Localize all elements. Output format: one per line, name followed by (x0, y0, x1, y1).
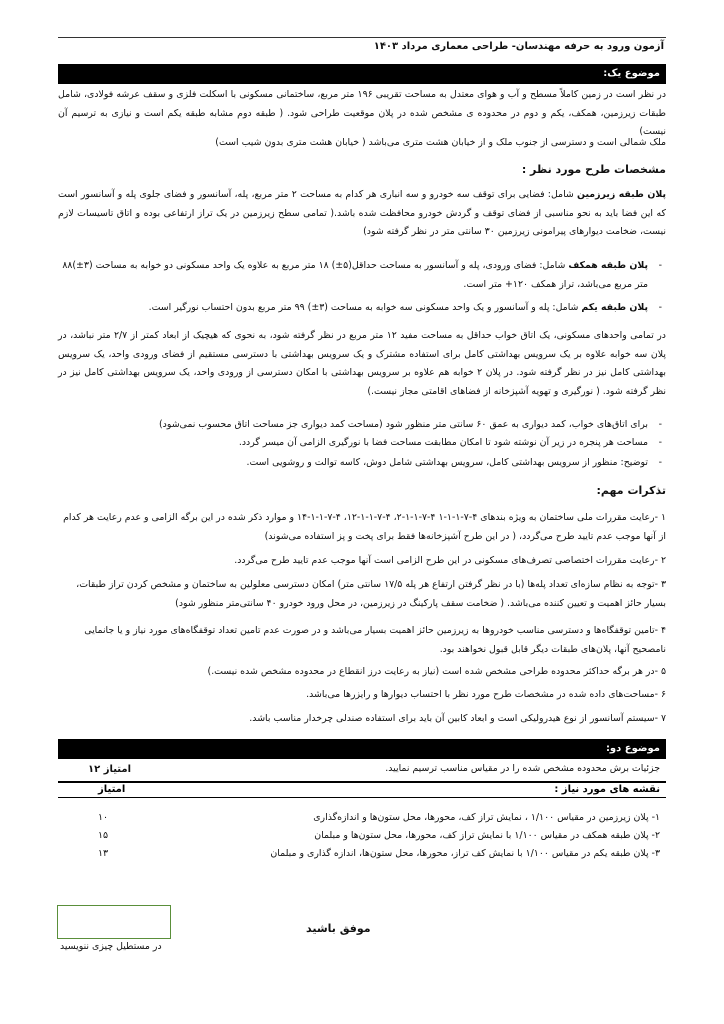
topic1-bar: موضوع یک: (58, 64, 666, 84)
map-score: ۱۰ (98, 812, 109, 823)
reminder-item: ۴ -تامین توقفگاه‌ها و دسترسی مناسب خودروها به زیرزمین حائز اهمیت بسیار می‌باشد و در صورت عدم تامین تعداد توقفگاه‌های مورد نیاز و یا جانمایی نامصحیح آنها، پلان‌های طبقات دیگر قابل قبول نخواهند بود. (84, 625, 666, 655)
ground-label: پلان طبقه همکف (568, 260, 648, 271)
exam-title: آزمون ورود به حرفه مهندسان- طراحی معماری مرداد ۱۴۰۳ (373, 41, 664, 52)
ground-spec (58, 257, 666, 294)
units-text: در تمامی واحدهای مسکونی، یک اتاق خواب حداقل به مساحت مفید ۱۲ متر مربع در نظر گرفته شود، به نحوی که هیچیک از ابعاد کمتر از ۲/۷ متر نباشد، در پلان سه خوابه علاوه بر یک سرویس بهداشتی کامل برای استفاده مشترک و یک سرویس بهداشتی با دسترسی مستقیم از فضای ورودی واحد، یک سرویس بهداشتی کامل نیز در نظر گرفته شود. در پلان ۲ خوابه هم علاوه بر سرویس بهداشتی با امکان دسترسی از ورودی واحد، یک سرویس بهداشتی کامل نیز در نظر گرفته شود. ( نورگیری و تهویه آشپزخانه از فضاهای اقامتی مجاز نیست.) (58, 330, 666, 397)
note-item: - مساحت هر پنجره در زیر آن نوشته شود تا امکان مطابقت مساحت فضا با نورگیری الزامی آن میسر گردد. (58, 434, 666, 453)
reminders-title: تذکرات مهم: (596, 484, 666, 497)
map-label: ۳- پلان طبقه یکم در مقیاس ۱/۱۰۰ با نمایش کف تراز، محورها، محل ستون‌ها، اندازه گذاری و مبلمان (270, 848, 660, 859)
box-note: در مستطیل چیزی ننویسید (60, 941, 162, 952)
map-row (58, 828, 666, 844)
map-label: ۱- پلان زیرزمین در مقیاس ۱/۱۰۰ ، نمایش تراز کف، محورها، محل ستون‌ها و اندازه‌گذاری (313, 812, 660, 823)
map-row (58, 810, 666, 826)
basement-spec (58, 186, 666, 242)
good-luck: موفق باشید (306, 922, 371, 935)
top-rule (58, 37, 666, 38)
map-score: ۱۵ (98, 830, 109, 841)
reminder-item: ۲ -رعایت مقررات اختصاصی تصرف‌های مسکونی در این طرح الزامی است آنها موجب عدم تایید طرح می‌گردد. (234, 555, 666, 566)
first-label: پلان طبقه یکم (581, 302, 648, 313)
do-not-write-box (57, 905, 171, 939)
topic1-intro: در نظر است در زمین کاملاً مسطح و آب و هوای معتدل به مساحت تقریبی ۱۹۶ متر مربع، ساختمانی مسکونی با اسکلت فلزی و سقف عرشه فولادی، شامل طبقات زیرزمین، همکف، یکم و دوم در محدوده ی مشخص شده در پلان موقعیت طراحی شود. ( طبقه دوم مشابه طبقه یکم است و نیازی به ترسیم آن نیست) (58, 89, 667, 137)
map-label: ۲- پلان طبقه همکف در مقیاس ۱/۱۰۰ با نمایش تراز کف، محورها، محل ستون‌ها و مبلمان (314, 830, 660, 841)
maps-header (58, 781, 666, 798)
topic2-score: ۱۲ امتیاز (88, 764, 131, 775)
score-header: امتیاز (98, 784, 126, 795)
note-item: - توضیح: منظور از سرویس بهداشتی کامل، سرویس بهداشتی شامل دوش، کاسه توالت و روشویی است. (58, 454, 666, 473)
topic1-access: ملک شمالی است و دسترسی از جنوب ملک و از خیابان هشت متری می‌باشد ( خیابان هشت متری بدون شیب است) (215, 137, 666, 148)
note-item: - برای اتاق‌های خواب، کمد دیواری به عمق ۶۰ سانتی متر منظور شود (مساحت کمد دیواری جز مساحت اتاق محسوب نمی‌شود) (58, 416, 666, 435)
spec-title: مشخصات طرح مورد نظر : (521, 163, 666, 176)
basement-text: شامل: فضایی برای توقف سه خودرو و سه انباری هر کدام به مساحت ۲ متر مربع، پله، آسانسور و فضای جلوی پله و آسانسور است که این فضا باید به نحو مناسبی از فضای توقف و گردش خودرو محافظت شده باشد.( تمامی سطح زیرزمین در یک تراز ارتفاعی بوده و اتاق تاسیسات لازم نیست، ضخامت دیوارهای پیرامونی زیرزمین ۳۰ سانتی متر در نظر گرفته شود) (58, 189, 666, 237)
basement-label: پلان طبقه زیرزمین (577, 189, 666, 200)
reminder-item: ۳ -توجه به نظام سازه‌ای تعداد پله‌ها (با در نظر گرفتن ارتفاع هر پله ۱۷/۵ سانتی متر) امکان دسترسی معلولین به ساختمان و مشخص کردن تراز طبقات، بسیار حائز اهمیت و تعیین کننده می‌باشد. ( ضخامت سقف پارکینگ در زیرزمین، در محل ورود خودرو ۴۰ سانتی‌متر منظور شود) (76, 579, 666, 609)
reminder-item: ۱ -رعایت مقررات ملی ساختمان به ویژه بندهای ۴-۷-۱-۱-۱ ۴-۷-۱-۱-۲، ۴-۷-۱-۱-۱۲، ۴-۷-۱-۱-۱۴ و موارد ذکر شده در این برگه الزامی و عدم رعایت هر کدام از آنها موجب عدم تایید طرح می‌گردد، ( در این طرح آشپزخانه‌ها فقط برای پخت و پز استفاده می‌شوند) (63, 512, 666, 542)
map-score: ۱۳ (98, 848, 109, 859)
first-spec (58, 299, 666, 318)
maps-title: نقشه های مورد نیاز : (554, 784, 660, 795)
ground-text: شامل: فضای ورودی، پله و آسانسور به مساحت حداقل(۵±) ۱۸ متر مربع به علاوه یک واحد مسکونی دو خوابه به مساحت (۳±)۸۸ متر مربع می‌باشد، تراز همکف ۱۲۰+ متر است. (62, 260, 648, 290)
reminder-item: ۵ -در هر برگه حداکثر محدوده طراحی مشخص شده است (نیاز به رعایت درز انقطاع در محدوده مشخص شده نیست.) (207, 666, 666, 677)
topic2-description: جزئیات برش محدوده مشخص شده را در مقیاس مناسب ترسیم نمایید. (385, 763, 660, 774)
map-row (58, 846, 666, 862)
reminder-item: ۷ -سیستم آسانسور از نوع هیدرولیکی است و ابعاد کابین آن باید برای استفاده صندلی چرخدار مناسب باشد. (249, 713, 666, 724)
first-text: شامل: پله و آسانسور و یک واحد مسکونی سه خوابه به مساحت (۳±) ۹۹ متر مربع بدون احتساب نورگیر است. (148, 302, 579, 313)
topic2-bar: موضوع دو: (58, 739, 666, 759)
reminder-item: ۶ -مساحت‌های داده شده در مشخصات طرح مورد نظر با احتساب دیوارها و رایزرها می‌باشد. (306, 689, 666, 700)
